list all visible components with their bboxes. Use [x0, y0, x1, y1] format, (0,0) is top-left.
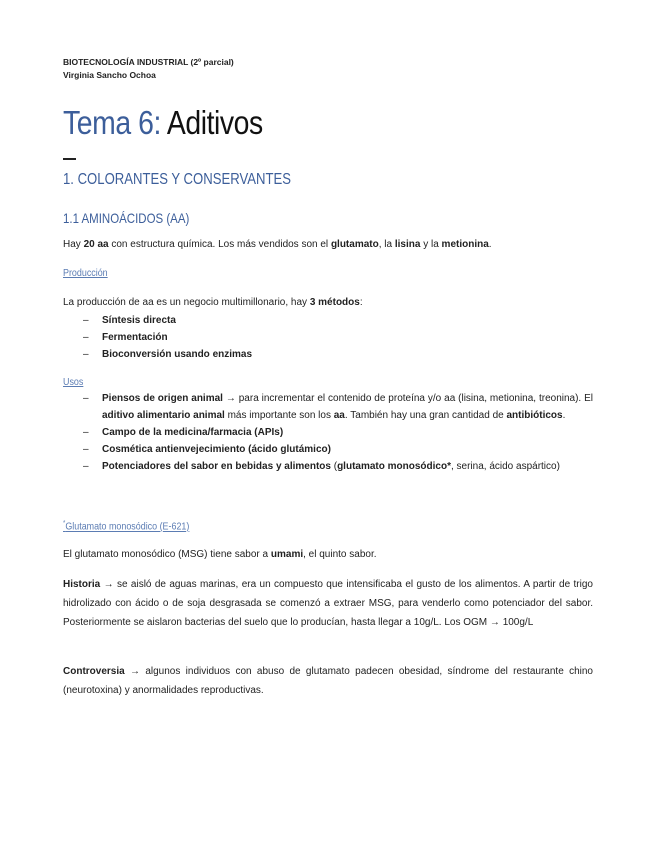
list-item: – Piensos de origen animal → para incrementar el contenido de proteína y/o aa (lisina, metionina, treonina). El aditivo alimentario animal más importante son los aa. También hay una gran cantidad de antibióticos. [83, 393, 593, 421]
page-title [63, 104, 263, 142]
historia-paragraph: Historia → se aisló de aguas marinas, era un compuesto que intensificaba el gusto de los alimentos. A partir de trigo hidrolizado con ácido o de soja desgrasada se comenzó a extraer MSG, para venderlo como potenciador del sabor. Posteriormente se aislaron bacterias del suelo que lo producían, hasta llegar a 10g/L. Los OGM → 100g/L [63, 579, 593, 628]
section-heading-1: 1. COLORANTES Y CONSERVANTES [63, 171, 291, 188]
controversia-paragraph: Controversia → algunos individuos con abuso de glutamato padecen obesidad, síndrome del restaurante chino (neurotoxina) y anormalidades reproductivas. [63, 666, 593, 696]
title-text: Aditivos [160, 104, 263, 141]
produccion-list [63, 312, 593, 363]
aa-intro-paragraph: Hay 20 aa con estructura química. Los más vendidos son el glutamato, la lisina y la metionina. [63, 239, 492, 250]
document-header [63, 56, 593, 82]
title-number: Tema 6: [63, 104, 161, 141]
author-name: Virginia Sancho Ochoa [63, 70, 156, 80]
list-item: – Potenciadores del sabor en bebidas y alimentos (glutamato monosódico*, serina, ácido aspártico) [83, 461, 560, 472]
glutamato-intro: El glutamato monosódico (MSG) tiene sabor a umami, el quinto sabor. [63, 549, 377, 560]
list-item: – Cosmética antienvejecimiento (ácido glutámico) [83, 444, 331, 455]
usos-list [63, 390, 593, 475]
list-item: – Síntesis directa [83, 315, 176, 326]
produccion-heading: Producción [63, 267, 108, 279]
glutamato-heading: *Glutamato monosódico (E-621) [63, 520, 190, 533]
course-title: BIOTECNOLOGÍA INDUSTRIAL (2º parcial) [63, 57, 234, 67]
usos-heading: Usos [63, 376, 84, 388]
title-divider [63, 158, 76, 160]
list-item: – Fermentación [83, 332, 168, 343]
list-item: – Campo de la medicina/farmacia (APIs) [83, 427, 284, 438]
produccion-paragraph: La producción de aa es un negocio multimillonario, hay 3 métodos: [63, 297, 363, 308]
list-item: – Bioconversión usando enzimas [83, 349, 253, 360]
section-heading-1-1: 1.1 AMINOÁCIDOS (AA) [63, 210, 190, 226]
